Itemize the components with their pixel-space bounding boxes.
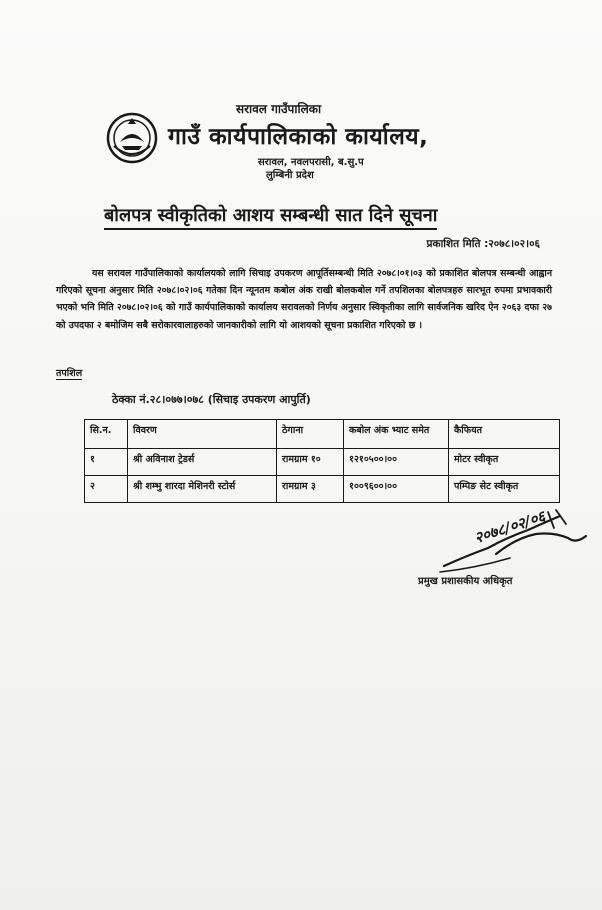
published-date: प्रकाशित मिति :२०७८।०२।०६ (426, 238, 540, 250)
cell-amount: १२१०५००।०० (344, 449, 449, 476)
nepal-emblem-icon (106, 112, 158, 164)
cell-address: रामग्राम १० (277, 449, 344, 476)
handwritten-date: २०७८/०२/०६ (472, 507, 548, 548)
header-address: ठेगाना (277, 420, 344, 449)
table-row (85, 476, 560, 503)
cell-bidder: श्री अविनाश ट्रेडर्स (128, 449, 277, 476)
header-description: विवरण (128, 420, 277, 449)
header-serial: सि.न. (85, 420, 128, 449)
bid-table (84, 419, 560, 503)
cell-remarks: पम्पिङ सेट स्वीकृत (449, 476, 560, 503)
cell-serial: १ (85, 449, 128, 476)
notice-title: बोलपत्र स्वीकृतिको आशय सम्बन्धी सात दिने सूचना (104, 203, 437, 230)
header-remarks: कैफियत (449, 420, 560, 449)
office-title: गाउँ कार्यपालिकाको कार्यालय, (168, 124, 429, 150)
table-header-row (85, 420, 560, 449)
cell-address: रामग्राम ३ (277, 476, 344, 503)
table-row (85, 449, 560, 476)
cell-bidder: श्री शम्भु शारदा मेशिनरी स्टोर्स (128, 476, 277, 503)
office-address: सरावल, नवलपरासी, ब.सु.प (258, 157, 364, 168)
signatory-title: प्रमुख प्रशासकीय अधिकृत (418, 576, 513, 587)
province-name: लुम्बिनी प्रदेश (266, 170, 314, 181)
cell-remarks: मोटर स्वीकृत (449, 449, 560, 476)
cell-amount: १००९६००।०० (344, 476, 449, 503)
contract-number: ठेक्का नं.२८।०७७।०७८ (सिचाइ उपकरण आपुर्ति) (112, 393, 311, 406)
attachment-label: तपशिल (56, 368, 83, 379)
header-bid-amount: कबोल अंक भ्याट समेत (344, 420, 449, 449)
municipality-name: सरावल गाउँपालिका (236, 102, 322, 116)
notice-body: यस सरावल गाउँपालिकाको कार्यालयको लागि सिचाइ उपकरण आपूर्तिसम्बन्धी मिति २०७८।०१।०३ को प्रकाशित बोलपत्र सम्बन्धी आह्वान गरिएको सूचना अनुसार मिति २०७८।०२।०६ गतेका दिन न्यूनतम कबोल अंक राखी बोलकबोल गर्ने तपशिलका बोलपत्रहरु सारभूत रुपमा प्रभावकारी भएको भनि मिति २०७८।०२।०६ को गाउँ कार्यपालिकाको कार्यालय सरावलको निर्णय अनुसार स्विकृतीका लागि सार्वजनिक खरिद ऐन २०६३ दफा २७ को उपदफा २ बमोजिम सबै सरोकारवालाहरुको जानकारीको लागि यो आशयको सूचना प्रकाशित गरिएको छ । (56, 268, 552, 331)
cell-serial: २ (85, 476, 128, 503)
